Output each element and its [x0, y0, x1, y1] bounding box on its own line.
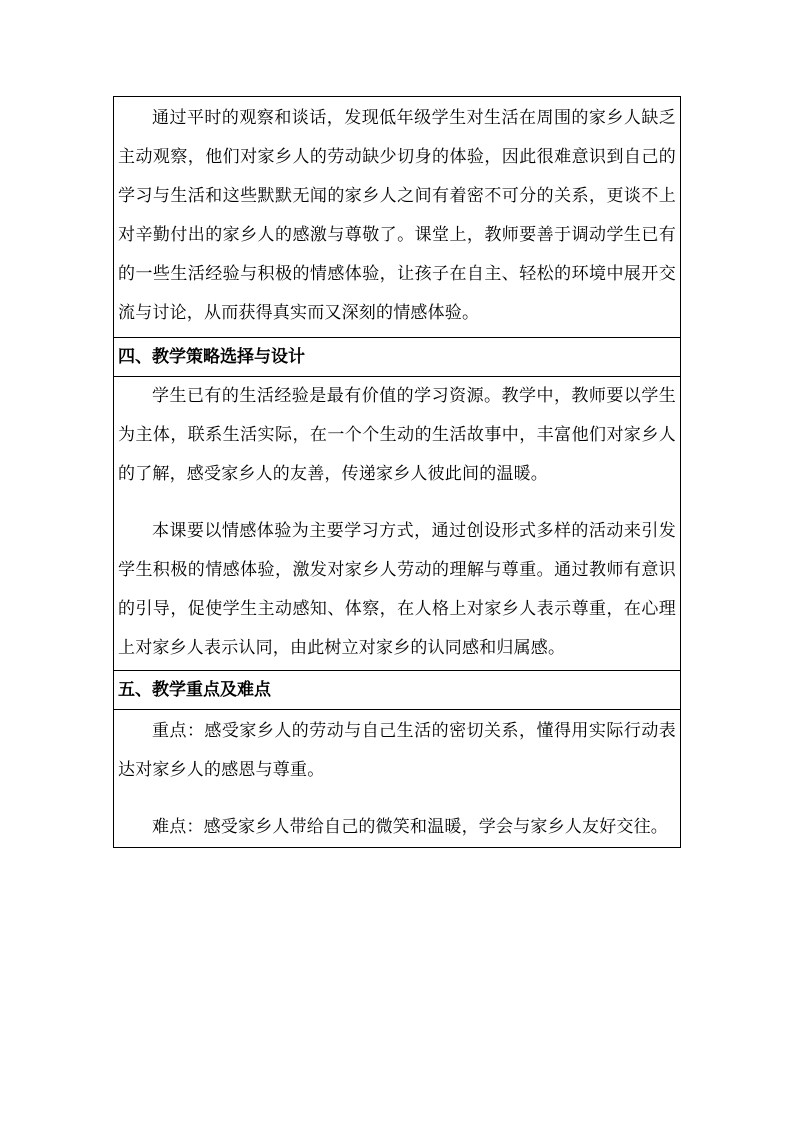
difficulty-paragraph: 难点：感受家乡人带给自己的微笑和温暖，学会与家乡人友好交往。 — [152, 817, 668, 837]
analysis-paragraph: 通过平时的观察和谈话，发现低年级学生对生活在周围的家乡人缺乏主动观察，他们对家乡人的劳动缺少切身的体验，因此很难意识到自己的学习与生活和这些默默无闻的家乡人之间有着密不可分的关系，更谈不上对辛勤付出的家乡人的感激与尊敬了。课堂上，教师要善于调动学生已有的一些生活经验与积极的情感体验，让孩子在自主、轻松的环境中展开交流与讨论，从而获得真实而又深刻的情感体验。 — [118, 108, 676, 323]
focus-row — [114, 710, 681, 848]
strategy-paragraph-2: 本课要以情感体验为主要学习方式，通过创设形式多样的活动来引发学生积极的情感体验，激发对家乡人劳动的理解与尊重。通过教师有意识的引导，促使学生主动感知、体察，在人格上对家乡人表示尊重，在心理上对家乡人表示认同，由此树立对家乡的认同感和归属感。 — [118, 521, 676, 658]
key-point-paragraph: 重点：感受家乡人的劳动与自己生活的密切关系，懂得用实际行动表达对家乡人的感恩与尊重。 — [118, 721, 676, 780]
paragraph-gap — [118, 494, 676, 512]
strategy-heading-cell — [114, 338, 681, 377]
strategy-heading: 四、教学策略选择与设计 — [118, 347, 305, 367]
analysis-row — [114, 97, 681, 338]
focus-heading: 五、教学重点及难点 — [118, 680, 271, 700]
strategy-row — [114, 377, 681, 671]
strategy-paragraph-1: 学生已有的生活经验是最有价值的学习资源。教学中，教师要以学生为主体，联系生活实际，在一个个生动的生活故事中，丰富他们对家乡人的了解，感受家乡人的友善，传递家乡人彼此间的温暖。 — [118, 386, 676, 484]
focus-heading-row — [114, 671, 681, 710]
strategy-heading-row — [114, 338, 681, 377]
focus-heading-cell — [114, 671, 681, 710]
strategy-cell — [114, 377, 681, 671]
lesson-plan-table — [113, 96, 681, 848]
paragraph-gap — [118, 790, 676, 808]
focus-cell — [114, 710, 681, 848]
analysis-cell — [114, 97, 681, 338]
